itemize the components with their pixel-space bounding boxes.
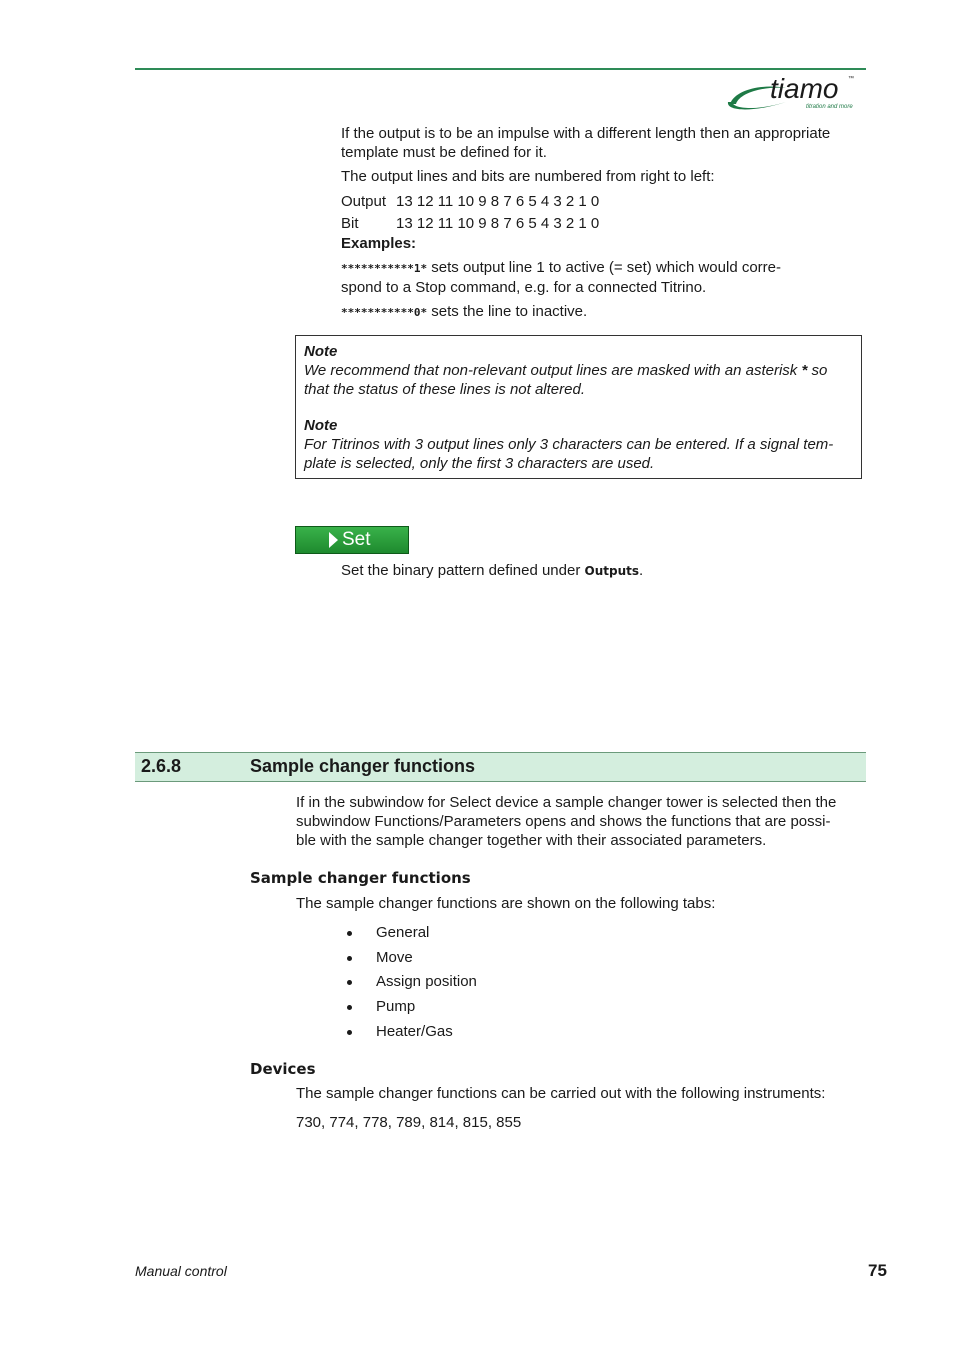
list-item: Pump	[376, 998, 416, 1015]
bit-label: Bit	[341, 215, 359, 232]
text-line: If the output is to be an impulse with a different length then an appropriate	[341, 125, 831, 142]
text-line: subwindow Functions/Parameters opens and shows the functions that are possi-	[296, 813, 831, 830]
note-box	[295, 335, 862, 479]
devices-intro: The sample changer functions can be carried out with the following instruments:	[296, 1085, 826, 1102]
bullet-icon	[347, 931, 352, 936]
set-button[interactable]	[295, 526, 409, 554]
note-2-line-1: For Titrinos with 3 output lines only 3 characters can be entered. If a signal tem-	[304, 436, 834, 453]
svg-text:tiamo: tiamo	[770, 73, 839, 104]
set-button-label: Set	[342, 529, 371, 550]
note-text: so	[807, 362, 828, 379]
svg-text:titration and more: titration and more	[806, 104, 853, 110]
bullet-icon	[347, 1030, 352, 1035]
intro-paragraph-2: The output lines and bits are numbered from right to left:	[341, 168, 715, 185]
subheading-sample-changer-functions: Sample changer functions	[250, 869, 471, 887]
asterisk-symbol: *	[801, 362, 808, 379]
bullet-icon	[347, 956, 352, 961]
note-1-line-1	[304, 361, 827, 380]
example-2-code: ***********0*	[341, 306, 428, 319]
list-item: General	[376, 924, 430, 941]
example-1-text: sets output line 1 to active (= set) which would corre-	[427, 259, 782, 276]
page-number: 75	[868, 1261, 887, 1280]
note-1-line-2: that the status of these lines is not altered.	[304, 381, 586, 398]
note-2-title: Note	[304, 417, 338, 434]
note-text: We recommend that non-relevant output lines are masked with an asterisk	[304, 362, 798, 379]
set-button-description	[341, 561, 643, 581]
header-rule	[135, 68, 866, 70]
tiamo-logo	[726, 72, 866, 118]
note-1-title: Note	[304, 343, 338, 360]
example-2-text: sets the line to inactive.	[427, 303, 588, 320]
examples-label: Examples:	[341, 235, 417, 252]
play-arrow-icon	[329, 532, 338, 548]
example-1-cont: spond to a Stop command, e.g. for a connected Titrino.	[341, 279, 707, 296]
intro-paragraph-1	[341, 124, 830, 162]
list-item: Move	[376, 949, 413, 966]
example-1	[341, 258, 781, 278]
svg-text:™: ™	[848, 76, 854, 82]
section-header-band	[135, 752, 866, 782]
output-values: 13 12 11 10 9 8 7 6 5 4 3 2 1 0	[396, 193, 600, 210]
list-item: Assign position	[376, 973, 477, 990]
description-text: .	[639, 562, 644, 579]
note-2-line-2: plate is selected, only the first 3 characters are used.	[304, 455, 655, 472]
text-line: If in the subwindow for Select device a sample changer tower is selected then the	[296, 794, 837, 811]
footer-chapter: Manual control	[135, 1263, 227, 1279]
description-text: Set the binary pattern defined under	[341, 562, 585, 579]
section-title: Sample changer functions	[250, 756, 476, 776]
list-item: Heater/Gas	[376, 1023, 453, 1040]
bullet-icon	[347, 980, 352, 985]
text-line: ble with the sample changer together with their associated parameters.	[296, 832, 767, 849]
bit-values: 13 12 11 10 9 8 7 6 5 4 3 2 1 0	[396, 215, 600, 232]
output-label: Output	[341, 193, 387, 210]
example-2	[341, 302, 587, 322]
example-1-code: ***********1*	[341, 262, 428, 275]
instrument-list: 730, 774, 778, 789, 814, 815, 855	[296, 1114, 522, 1131]
subheading-devices: Devices	[250, 1060, 316, 1078]
outputs-code: Outputs	[584, 564, 640, 578]
text-line: template must be defined for it.	[341, 144, 547, 161]
section-number: 2.6.8	[141, 756, 182, 776]
bullet-icon	[347, 1005, 352, 1010]
section-intro	[296, 793, 836, 850]
tabs-intro: The sample changer functions are shown on the following tabs:	[296, 895, 716, 912]
